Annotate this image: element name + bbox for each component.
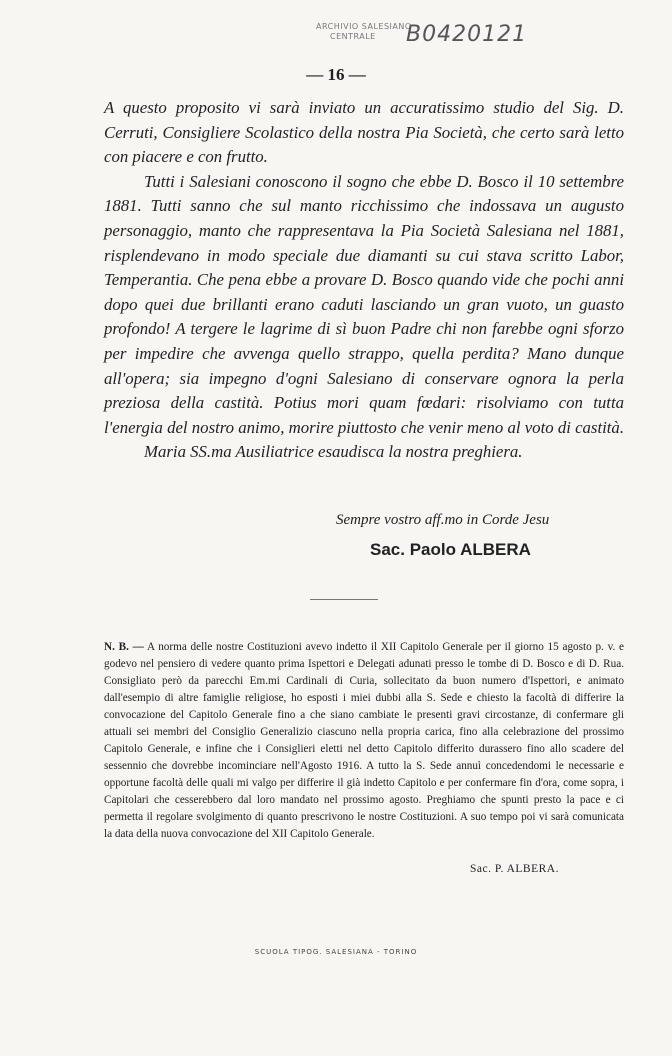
page-number: — 16 — (306, 65, 366, 84)
paragraph-2-part-a: Tutti i Salesiani conoscono il sogno che ebbe D. Bosco il 10 settembre 1881. Tutti sanno che sul manto ricchissimo che indossava un augusto personaggio, manto che rappresentava la Pia Società Salesiana nel 1881, risplendevano in modo speciale due diamanti su cui stava scritto (104, 171, 624, 265)
paragraph-1: A questo proposito vi sarà inviato un accuratissimo studio del Sig. D. Cerruti, Consigliere Scolastico della nostra Pia Società, che certo sarà letto con piacere e con frutto. (104, 98, 624, 167)
paragraph-2-part-b: Che pena ebbe a provare D. Bosco quando vide che pochi anni dopo quei due brillanti erano caduti lasciando un gran vuoto, un guasto profondo! A tergere le lagrime di sì buon Padre chi non farebbe ogni sforzo per impedire che avvenga quello strappo, quella perdita? Mano dunque all'opera; sia impegno d'ogni Salesiano di conservare ognora la perla preziosa della castità. (104, 270, 624, 413)
stamp-line-2: CENTRALE (330, 32, 376, 41)
paragraph-2-part-c: risolviamo con tutta l'energia del nostro animo, morire piuttosto che venir meno al voto di castità. (104, 393, 625, 437)
latin-motto: Potius mori quam fœdari: (273, 393, 467, 413)
archive-stamp (316, 22, 412, 42)
nb-signature: Sac. P. ALBERA. (470, 863, 559, 875)
printer-credit: SCUOLA TIPOG. SALESIANA - TORINO (254, 948, 418, 956)
closing-salutation: Sempre vostro aff.mo in Corde Jesu (336, 512, 550, 528)
nb-label: N. B. — (104, 641, 144, 653)
paragraph-2 (104, 170, 624, 441)
divider (310, 599, 378, 600)
nb-text: A norma delle nostre Costituzioni avevo indetto il XII Capitolo Generale per il giorno 15 agosto p. v. e godevo nel pensiero di vedere quanto prima Ispettori e Delegati adunati presso le tombe di D. Bosco e di D. Rua. Consigliato però da parecchi Em.mi Cardinali di Curia, sollecitato da buon numero d'Ispettori, e animato dall'esempio di altre famiglie religiose, ho esposti i miei dubbi alla S. Sede e chiesto la facoltà di differire la convocazione del Capitolo Generale fino a che siano cambiate le presenti gravi circostanze, di confermare gli attuali sei membri del Consiglio Generalizio ciascuno nella propria carica, fino alla celebrazione del prossimo Capitolo Generale, e infine che i Consiglieri eletti nel detto Capitolo differito durassero fino allo scadere del sessennio che dovrebbe incominciare nell'Agosto 1916. A tutto la S. Sede annuì concedendomi le necessarie e opportune facoltà delle quali mi valgo per differire il già indetto Capitolo e per confermare fin d'ora, come sopra, i Capitolari che cesserebbero dal loro mandato nel prossimo agosto. Preghiamo che spunti presto la pace e ci permetta il regolare svolgimento di quanto prescrivono le nostre Costituzioni. A suo tempo poi vi sarà comunicata la data della nuova convocazione del XII Capitolo Generale. (104, 641, 624, 840)
letter-body (104, 96, 624, 465)
nota-bene (104, 639, 624, 843)
stamp-line-1: ARCHIVIO SALESIANO (316, 22, 412, 31)
signature: Sac. Paolo ALBERA (370, 540, 531, 559)
archive-number: B0420121 (406, 22, 528, 47)
motto-text: Labor, Temperantia. (104, 245, 624, 290)
prayer-line: Maria SS.ma Ausiliatrice esaudisca la nostra preghiera. (144, 442, 523, 462)
